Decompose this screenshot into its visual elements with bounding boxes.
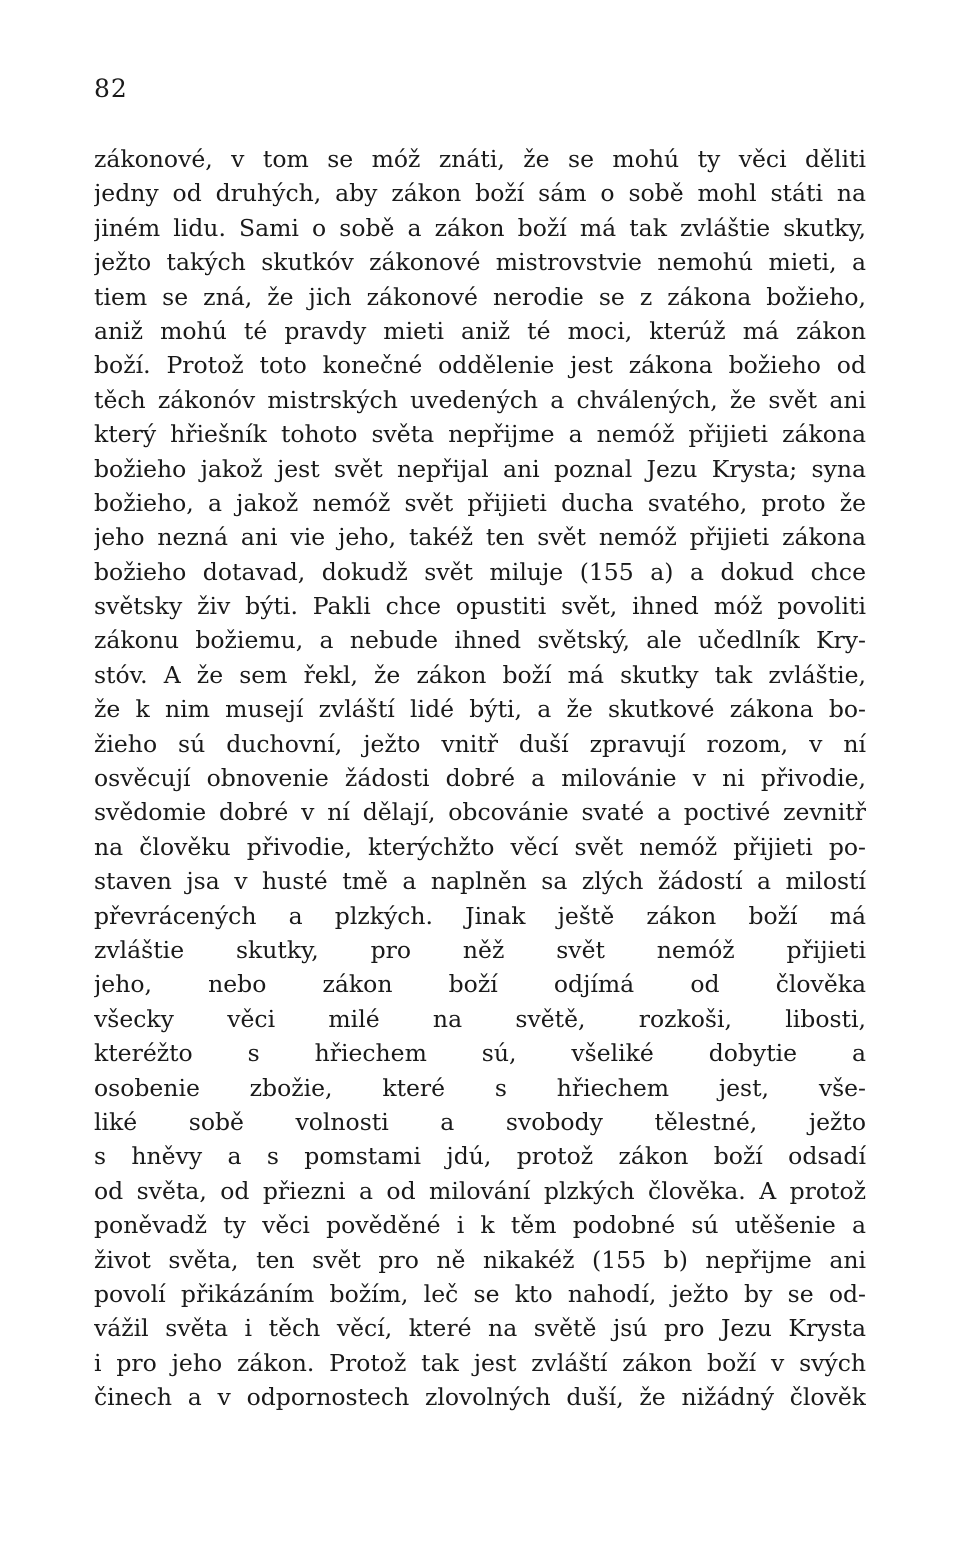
page-number: 82	[94, 74, 128, 103]
text-line: jeho, nebo zákon boží odjímá od člověka	[94, 970, 866, 999]
text-line: život světa, ten svět pro ně nikakéž (155 b) nepřijme ani	[94, 1245, 866, 1274]
text-line: který hřiešník tohoto světa nepřijme a nemóž přijieti zákona	[94, 420, 866, 449]
text-line: kteréžto s hřiechem sú, všeliké dobytie a	[94, 1039, 866, 1068]
text-line: božieho, a jakož nemóž svět přijieti ducha svatého, proto že	[94, 488, 866, 517]
text-line: jeho nezná ani vie jeho, takéž ten svět nemóž přijieti zákona	[94, 523, 866, 552]
body-text	[94, 142, 866, 1414]
text-line: zákonové, v tom se móž znáti, že se mohú ty věci děliti	[94, 145, 866, 173]
text-line: i pro jeho zákon. Protož tak jest zvláští zákon boží v svých	[94, 1348, 866, 1377]
text-line: jedny od druhých, aby zákon boží sám o sobě mohl státi na	[94, 179, 866, 208]
text-line: božieho jakož jest svět nepřijal ani poznal Jezu Krysta; syna	[94, 454, 866, 483]
text-line: aniž mohú té pravdy mieti aniž té moci, kterúž má zákon	[94, 316, 866, 345]
text-line: žieho sú duchovní, ježto vnitř duší zpravují rozom, v ní	[94, 729, 866, 758]
text-line: vážil světa i těch věcí, které na světě jsú pro Jezu Krysta	[94, 1314, 866, 1343]
text-line: těch zákonóv mistrských uvedených a chválených, že svět ani	[94, 385, 866, 414]
text-line: osvěcují obnovenie žádosti dobré a milovánie v ni přivodie,	[94, 764, 866, 793]
text-line: převrácených a plzkých. Jinak ještě zákon boží má	[94, 901, 866, 930]
text-line: povolí přikázáním božím, leč se kto nahodí, ježto by se od-	[94, 1279, 866, 1308]
text-line: s hněvy a s pomstami jdú, protož zákon boží odsadí	[94, 1142, 866, 1171]
text-line: zvláštie skutky, pro něž svět nemóž přijieti	[94, 935, 866, 964]
text-line: světsky živ býti. Pakli chce opustiti svět, ihned móž povoliti	[94, 592, 866, 621]
text-line: jiném lidu. Sami o sobě a zákon boží má tak zvláštie skutky,	[94, 213, 866, 242]
text-line: zákonu božiemu, a nebude ihned světský, ale učedlník Kry-	[94, 626, 866, 655]
text-line: na člověku přivodie, kterýchžto věcí svět nemóž přijieti po-	[94, 832, 866, 861]
text-line: poněvadž ty věci pověděné i k těm podobné sú utěšenie a	[94, 1211, 866, 1240]
text-line: že k nim musejí zvláští lidé býti, a že skutkové zákona bo-	[94, 695, 866, 724]
text-line: boží. Protož toto konečné oddělenie jest zákona božieho od	[94, 351, 866, 380]
text-line: liké sobě volnosti a svobody tělestné, ježto	[94, 1107, 866, 1136]
text-line: stóv. A že sem řekl, že zákon boží má skutky tak zvláštie,	[94, 660, 866, 689]
text-line: osobenie zbožie, které s hřiechem jest, vše-	[94, 1073, 866, 1102]
text-line: tiem se zná, že jich zákonové nerodie se z zákona božieho,	[94, 282, 866, 311]
text-line: svědomie dobré v ní dělají, obcovánie svaté a poctivé zevnitř	[94, 798, 866, 827]
text-line: ježto takých skutkóv zákonové mistrovstvie nemohú mieti, a	[94, 248, 866, 277]
text-line: činech a v odpornostech zlovolných duší, že nižádný člověk	[94, 1383, 866, 1412]
text-line: všecky věci milé na světě, rozkoši, libosti,	[94, 1004, 866, 1033]
text-line: božieho dotavad, dokudž svět miluje (155 a) a dokud chce	[94, 557, 866, 586]
text-line: staven jsa v husté tmě a naplněn sa zlých žádostí a milostí	[94, 867, 866, 896]
text-line: od světa, od přiezni a od milování plzkých člověka. A protož	[94, 1176, 866, 1205]
